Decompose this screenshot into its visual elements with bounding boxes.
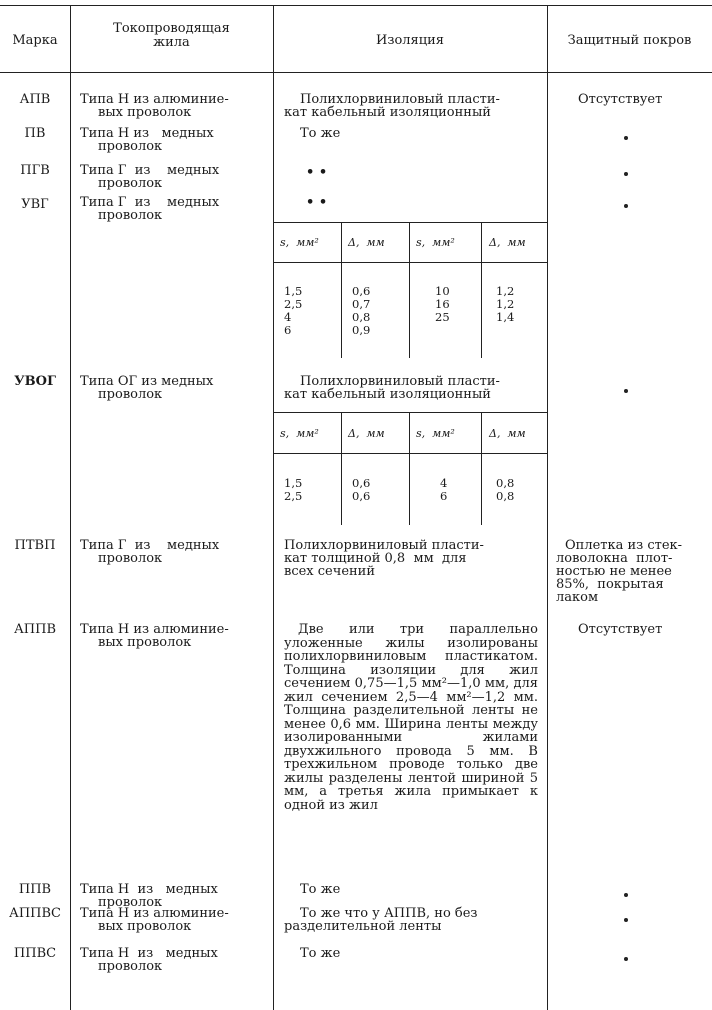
col-divider-3 xyxy=(547,5,548,1010)
row-mark: АПВ xyxy=(19,92,51,107)
row-core-line: Типа Н из алюминие- xyxy=(80,92,229,107)
row-insulation-line: То же что у АППВ, но без xyxy=(300,906,478,921)
row-core-line: Типа Н из медных xyxy=(80,882,218,897)
row-insulation-line: всех сечений xyxy=(284,564,376,579)
subtable1-cell: 6 xyxy=(284,323,292,337)
row-cover-line: Отсутствует xyxy=(578,92,663,107)
row-mark: УВОГ xyxy=(14,374,56,389)
row-insulation-line: кат толщиной 0,8 мм для xyxy=(284,551,467,566)
header-cover: Защитный покров xyxy=(567,33,692,48)
row-core-line: проволок xyxy=(98,387,163,402)
col-divider-2 xyxy=(273,5,274,1010)
row-core-line: Типа Г из медных xyxy=(80,163,220,178)
table-top-rule xyxy=(0,5,712,6)
row-insulation-line: Полихлорвиниловый пласти- xyxy=(300,92,500,107)
subtable1-cell: 1,5 xyxy=(284,284,303,298)
row-core-line: Типа ОГ из медных xyxy=(80,374,214,389)
row-core-line: проволок xyxy=(98,551,163,566)
row-core-line: Типа Н из медных xyxy=(80,126,214,141)
ditto-mark xyxy=(624,204,628,208)
ditto-mark xyxy=(624,172,628,176)
subtable2-header-rule xyxy=(273,453,547,454)
row-insulation-line: То же xyxy=(300,882,341,897)
row-insulation-ditto: • • xyxy=(306,195,328,210)
row-cover-line: ловолокна плот- xyxy=(556,551,673,566)
subtable2-cell: 0,6 xyxy=(352,476,371,490)
subtable2-top-rule xyxy=(273,412,547,413)
row-insulation-line: То же xyxy=(300,126,341,141)
header-bottom-rule xyxy=(0,72,712,73)
header-core-line2: жила xyxy=(153,35,190,50)
row-core-line: проволок xyxy=(98,959,163,974)
subtable1-divider xyxy=(481,223,482,358)
subtable1-cell: 0,7 xyxy=(352,297,371,311)
ditto-mark xyxy=(624,389,628,393)
row-mark: ПВ xyxy=(24,126,46,141)
subtable2-cell: 0,8 xyxy=(496,476,515,490)
subtable2-divider xyxy=(481,413,482,525)
row-core-line: Типа Н из алюминие- xyxy=(80,622,229,637)
subtable1-divider xyxy=(341,223,342,358)
row-insulation-line: кат кабельный изоляционный xyxy=(284,387,491,402)
row-insulation-line: разделительной ленты xyxy=(284,919,442,934)
header-insulation: Изоляция xyxy=(376,33,444,48)
row-core-line: проволок xyxy=(98,176,163,191)
row-core-line: проволок xyxy=(98,208,163,223)
subtable1-header-rule xyxy=(273,262,547,263)
row-cover-line: Оплетка из стек- xyxy=(565,538,683,553)
subtable1-cell: 0,6 xyxy=(352,284,371,298)
subtable1-cell: 1,2 xyxy=(496,297,515,311)
subtable1-header: Δ, мм xyxy=(348,236,385,249)
row-core-line: вых проволок xyxy=(98,919,192,934)
subtable1-top-rule xyxy=(273,222,547,223)
ditto-mark xyxy=(624,918,628,922)
row-core-line: Типа Г из медных xyxy=(80,195,220,210)
row-insulation-line: То же xyxy=(300,946,341,961)
row-cover-line: лаком xyxy=(556,590,599,605)
subtable2-cell: 1,5 xyxy=(284,476,303,490)
header-mark: Марка xyxy=(12,33,58,48)
subtable1-cell: 0,8 xyxy=(352,310,371,324)
subtable1-cell: 4 xyxy=(284,310,292,324)
row-core-line: вых проволок xyxy=(98,635,192,650)
subtable1-header: Δ, мм xyxy=(489,236,526,249)
subtable2-cell: 0,8 xyxy=(496,489,515,503)
subtable2-divider xyxy=(341,413,342,525)
row-cover-line: 85%, покрытая xyxy=(556,577,664,592)
row-cover-line: Отсутствует xyxy=(578,622,663,637)
subtable1-header: s, мм² xyxy=(280,236,319,249)
subtable2-header: s, мм² xyxy=(280,427,319,440)
subtable2-header: s, мм² xyxy=(416,427,455,440)
row-mark: ПГВ xyxy=(20,163,50,178)
row-mark: ППВС xyxy=(13,946,57,961)
row-core-line: Типа Н из медных xyxy=(80,946,218,961)
subtable2-cell: 4 xyxy=(440,476,448,490)
subtable1-cell: 25 xyxy=(435,310,450,324)
subtable2-divider xyxy=(409,413,410,525)
row-mark: ППВ xyxy=(18,882,52,897)
row-core-line: проволок xyxy=(98,895,163,910)
header-core-line1: Токопроводящая xyxy=(113,21,230,36)
row-core-line: Типа Н из алюминие- xyxy=(80,906,229,921)
ditto-mark xyxy=(624,136,628,140)
row-core-line: вых проволок xyxy=(98,105,192,120)
subtable1-cell: 2,5 xyxy=(284,297,303,311)
row-mark: АППВС xyxy=(8,906,62,921)
subtable2-cell: 2,5 xyxy=(284,489,303,503)
subtable1-divider xyxy=(409,223,410,358)
subtable1-cell: 10 xyxy=(435,284,450,298)
subtable2-cell: 6 xyxy=(440,489,448,503)
row-insulation-ditto: • • xyxy=(306,165,328,180)
row-core-line: проволок xyxy=(98,139,163,154)
row-insulation-paragraph: Две или три параллельно уложенные жилы изолированы полихлорвиниловым пластикатом. Толщина изоляции для жил сечением 0,75—1,5 мм²—1,0 мм, для жил сечением 2,5—4 мм²—1,2 мм. Толщина разделительной ленты не менее 0,6 мм. Ширина ленты между изолированными жилами двухжильного провода 5 мм. В трехжильном проводе только две жилы разделены лентой шириной 5 мм, а третья жила примыкает к одной из жил xyxy=(284,622,538,813)
ditto-mark xyxy=(624,893,628,897)
row-mark: ПТВП xyxy=(14,538,56,553)
row-insulation-line: кат кабельный изоляционный xyxy=(284,105,491,120)
subtable2-cell: 0,6 xyxy=(352,489,371,503)
subtable2-header: Δ, мм xyxy=(489,427,526,440)
row-mark: УВГ xyxy=(21,197,49,212)
subtable1-header: s, мм² xyxy=(416,236,455,249)
row-cover-line: ностью не менее xyxy=(556,564,672,579)
subtable1-cell: 1,2 xyxy=(496,284,515,298)
row-insulation-line: Полихлорвиниловый пласти- xyxy=(300,374,500,389)
subtable1-cell: 1,4 xyxy=(496,310,515,324)
row-core-line: Типа Г из медных xyxy=(80,538,220,553)
subtable2-header: Δ, мм xyxy=(348,427,385,440)
row-insulation-line: Полихлорвиниловый пласти- xyxy=(284,538,484,553)
col-divider-1 xyxy=(70,5,71,1010)
ditto-mark xyxy=(624,957,628,961)
row-mark: АППВ xyxy=(13,622,57,637)
subtable1-cell: 0,9 xyxy=(352,323,371,337)
subtable1-cell: 16 xyxy=(435,297,450,311)
